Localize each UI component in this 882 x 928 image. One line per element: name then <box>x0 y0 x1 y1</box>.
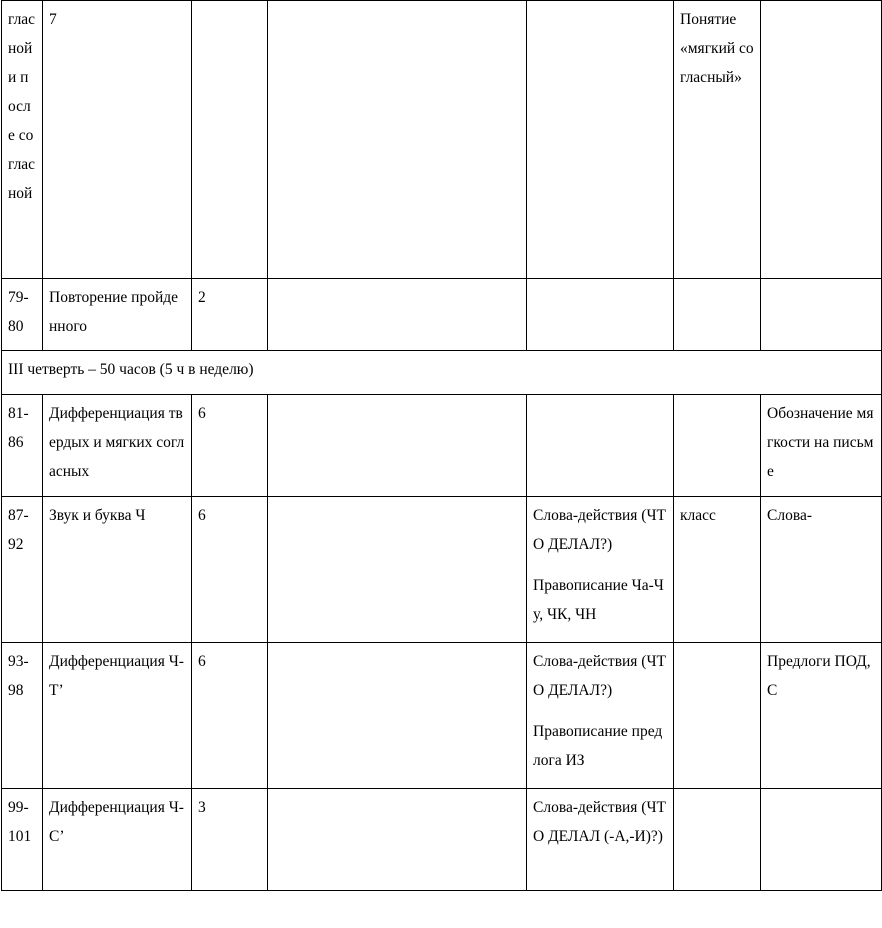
vocabulary-line: Слова-действия (ЧТО ДЕЛАЛ?) <box>533 653 667 699</box>
lesson-number-cell: 99-101 <box>2 789 43 891</box>
hours-cell: 3 <box>192 789 268 891</box>
hours-cell: 2 <box>192 279 268 351</box>
lesson-number-cell: гласной и после согласной <box>2 1 43 279</box>
hours-cell <box>192 1 268 279</box>
notes-cell <box>761 789 882 891</box>
hours-cell: 6 <box>192 497 268 643</box>
notes-cell: Предлоги ПОД, С <box>761 643 882 789</box>
content-cell <box>268 279 527 351</box>
concept-cell <box>674 789 761 891</box>
table-row <box>2 1 882 279</box>
lesson-number-cell: 93-98 <box>2 643 43 789</box>
notes-cell: Обозначение мягкости на письме <box>761 395 882 497</box>
notes-cell <box>761 1 882 279</box>
vocabulary-cell <box>527 279 674 351</box>
topic-cell: Звук и буква Ч <box>43 497 192 643</box>
concept-cell: класс <box>674 497 761 643</box>
notes-cell: Слова- <box>761 497 882 643</box>
content-cell <box>268 1 527 279</box>
topic-cell: Повторение пройденного <box>43 279 192 351</box>
concept-cell <box>674 643 761 789</box>
table-row <box>2 279 882 351</box>
quarter-header-row <box>2 351 882 395</box>
lesson-number-cell: 87-92 <box>2 497 43 643</box>
lesson-number-cell: 81-86 <box>2 395 43 497</box>
hours-cell: 6 <box>192 643 268 789</box>
hours-cell: 6 <box>192 395 268 497</box>
concept-cell: Понятие «мягкий согласный» <box>674 1 761 279</box>
lesson-number-cell: 79-80 <box>2 279 43 351</box>
topic-cell: Дифференциация Ч-Т’ <box>43 643 192 789</box>
curriculum-table <box>1 0 882 891</box>
spelling-rule-line: Правописание Ча-Чу, ЧК, ЧН <box>533 577 664 623</box>
notes-cell <box>761 279 882 351</box>
table-row <box>2 395 882 497</box>
content-cell <box>268 497 527 643</box>
table-row <box>2 789 882 891</box>
vocabulary-cell: Слова-действия (ЧТО ДЕЛАЛ (-А,-И)?) <box>527 789 674 891</box>
vocabulary-cell <box>527 497 674 643</box>
content-cell <box>268 643 527 789</box>
concept-cell <box>674 395 761 497</box>
table-row <box>2 643 882 789</box>
topic-cell: Дифференциация Ч-С’ <box>43 789 192 891</box>
vocabulary-cell <box>527 643 674 789</box>
vocabulary-cell <box>527 1 674 279</box>
quarter-title: III четверть – 50 часов (5 ч в неделю) <box>2 351 882 395</box>
vocabulary-cell <box>527 395 674 497</box>
concept-cell <box>674 279 761 351</box>
content-cell <box>268 395 527 497</box>
content-cell <box>268 789 527 891</box>
spelling-rule-line: Правописание предлога ИЗ <box>533 723 663 769</box>
table-row <box>2 497 882 643</box>
topic-cell: 7 <box>43 1 192 279</box>
topic-cell: Дифференциация твердых и мягких согласных <box>43 395 192 497</box>
vocabulary-line: Слова-действия (ЧТО ДЕЛАЛ?) <box>533 507 667 553</box>
